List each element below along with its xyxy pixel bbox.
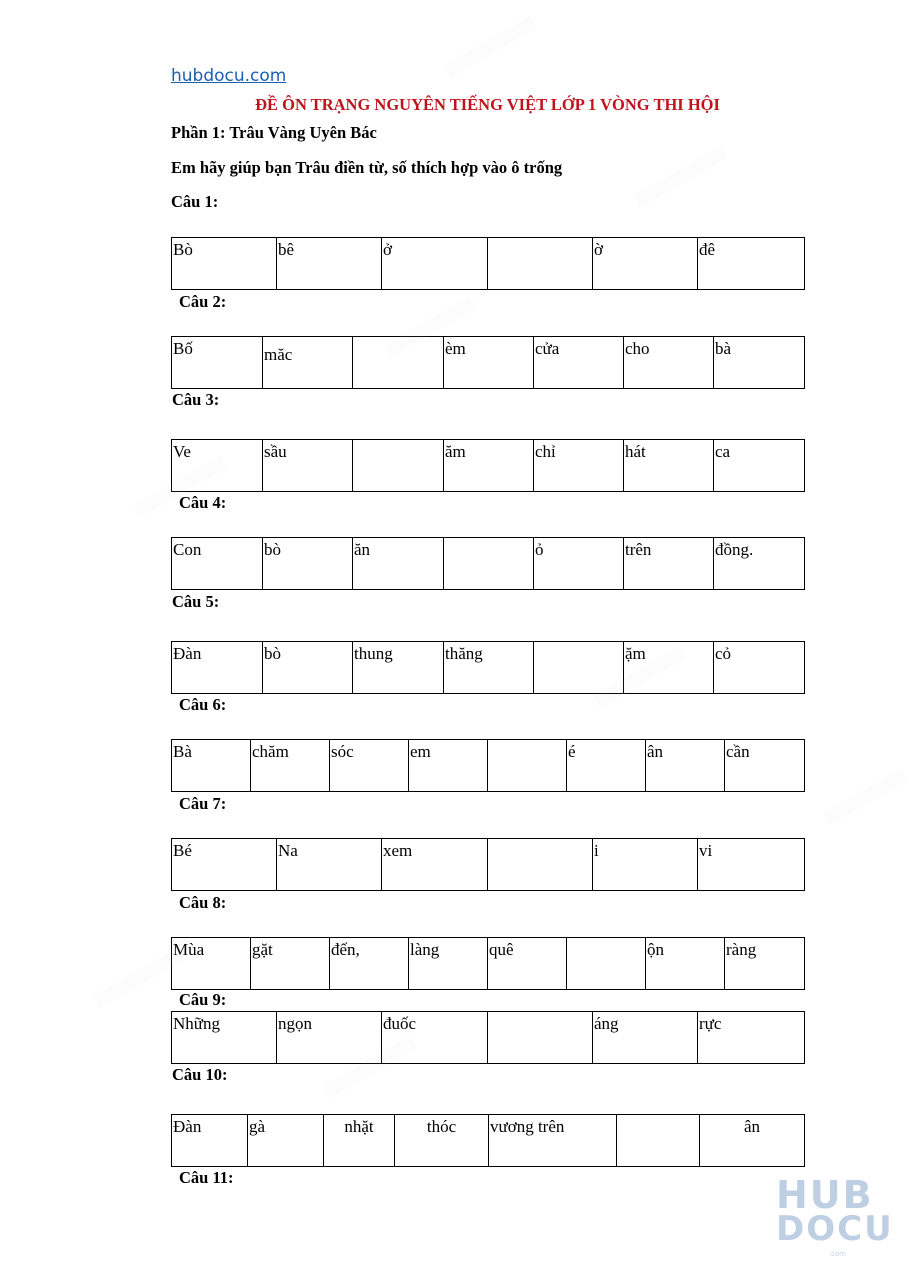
answer-row — [171, 439, 805, 492]
answer-cell: sầu — [263, 440, 353, 492]
answer-cell: gặt — [251, 938, 330, 990]
answer-cell: bê — [277, 238, 382, 290]
answer-cell: Bò — [172, 238, 277, 290]
answer-cell: ca — [714, 440, 805, 492]
question-label: Câu 1: — [171, 192, 219, 211]
answer-cell: Những — [172, 1012, 277, 1064]
answer-cell: ngọn — [277, 1012, 382, 1064]
question-label: Câu 5: — [172, 592, 220, 611]
part-heading: Phần 1: Trâu Vàng Uyên Bác — [171, 123, 377, 142]
answer-cell: trên — [624, 538, 714, 590]
answer-cell: Bà — [172, 740, 251, 792]
instruction-text: Em hãy giúp bạn Trâu điền từ, số thích hợp vào ô trống — [171, 158, 563, 177]
answer-cell: đồng. — [714, 538, 805, 590]
watermark-stripe — [443, 16, 537, 78]
blank-cell[interactable] — [353, 337, 444, 389]
answer-cell: chăm — [251, 740, 330, 792]
answer-cell: i — [593, 839, 698, 891]
answer-row — [171, 641, 805, 694]
blank-cell[interactable] — [534, 642, 624, 694]
answer-cell: ăm — [444, 440, 534, 492]
answer-cell: em — [409, 740, 488, 792]
blank-cell[interactable] — [488, 740, 567, 792]
answer-cell: Con — [172, 538, 263, 590]
question-label: Câu 3: — [172, 390, 220, 409]
site-link[interactable]: hubdocu.com — [171, 66, 287, 86]
answer-cell: Bố — [172, 337, 263, 389]
question-label: Câu 11: — [179, 1168, 234, 1187]
question-label: Câu 8: — [179, 893, 227, 912]
question-label: Câu 2: — [179, 292, 227, 311]
blank-cell[interactable] — [567, 938, 646, 990]
watermark-stripe — [823, 768, 908, 825]
page-title: ĐỀ ÔN TRẠNG NGUYÊN TIẾNG VIỆT LỚP 1 VÒNG THI HỘI — [255, 95, 720, 114]
answer-cell: é — [567, 740, 646, 792]
answer-cell: ân — [700, 1115, 805, 1167]
answer-row — [171, 838, 805, 891]
answer-cell: vương trên — [489, 1115, 617, 1167]
question-label: Câu 10: — [172, 1065, 228, 1084]
answer-row — [171, 537, 805, 590]
answer-cell: Bé — [172, 839, 277, 891]
answer-cell: sóc — [330, 740, 409, 792]
answer-cell: đê — [698, 238, 805, 290]
answer-cell: cỏ — [714, 642, 805, 694]
answer-cell: gà — [248, 1115, 324, 1167]
answer-cell: xem — [382, 839, 488, 891]
answer-cell: ở — [382, 238, 488, 290]
question-label: Câu 4: — [179, 493, 227, 512]
answer-cell: thóc — [395, 1115, 489, 1167]
question-label: Câu 6: — [179, 695, 227, 714]
answer-cell: Mùa — [172, 938, 251, 990]
answer-row — [171, 739, 805, 792]
answer-cell: vi — [698, 839, 805, 891]
answer-cell: đuốc — [382, 1012, 488, 1064]
blank-cell[interactable] — [444, 538, 534, 590]
question-label: Câu 9: — [179, 990, 227, 1009]
answer-cell: cho — [624, 337, 714, 389]
answer-cell: hát — [624, 440, 714, 492]
answer-cell: đến, — [330, 938, 409, 990]
answer-cell: bò — [263, 538, 353, 590]
answer-row — [171, 1114, 805, 1167]
answer-cell: quê — [488, 938, 567, 990]
answer-cell: Đàn — [172, 642, 263, 694]
answer-cell: măc — [263, 337, 353, 389]
logo-suffix: .com — [828, 1250, 846, 1258]
blank-cell[interactable] — [488, 1012, 593, 1064]
answer-cell: ỏ — [534, 538, 624, 590]
answer-row — [171, 937, 805, 990]
logo-line-2: DOCU — [776, 1209, 894, 1249]
answer-cell: ân — [646, 740, 725, 792]
answer-cell: ặm — [624, 642, 714, 694]
answer-cell: nhặt — [324, 1115, 395, 1167]
answer-cell: bà — [714, 337, 805, 389]
watermark-stripe — [633, 146, 727, 208]
answer-cell: èm — [444, 337, 534, 389]
answer-cell: thăng — [444, 642, 534, 694]
answer-row — [171, 1011, 805, 1064]
blank-cell[interactable] — [488, 839, 593, 891]
hubdocu-logo-icon — [776, 1173, 894, 1258]
answer-cell: Đàn — [172, 1115, 248, 1167]
blank-cell[interactable] — [353, 440, 444, 492]
answer-cell: làng — [409, 938, 488, 990]
answer-cell: chỉ — [534, 440, 624, 492]
answer-cell: thung — [353, 642, 444, 694]
answer-cell: Na — [277, 839, 382, 891]
answer-cell: ộn — [646, 938, 725, 990]
question-label: Câu 7: — [179, 794, 227, 813]
blank-cell[interactable] — [488, 238, 593, 290]
blank-cell[interactable] — [617, 1115, 700, 1167]
logo-line-1: HUB — [776, 1173, 874, 1217]
answer-cell: Ve — [172, 440, 263, 492]
answer-row — [171, 336, 805, 389]
answer-cell: rực — [698, 1012, 805, 1064]
answer-cell: cửa — [534, 337, 624, 389]
answer-cell: bò — [263, 642, 353, 694]
answer-cell: ràng — [725, 938, 805, 990]
answer-cell: ăn — [353, 538, 444, 590]
answer-cell: ờ — [593, 238, 698, 290]
answer-cell: áng — [593, 1012, 698, 1064]
answer-cell: cần — [725, 740, 805, 792]
answer-row — [171, 237, 805, 290]
